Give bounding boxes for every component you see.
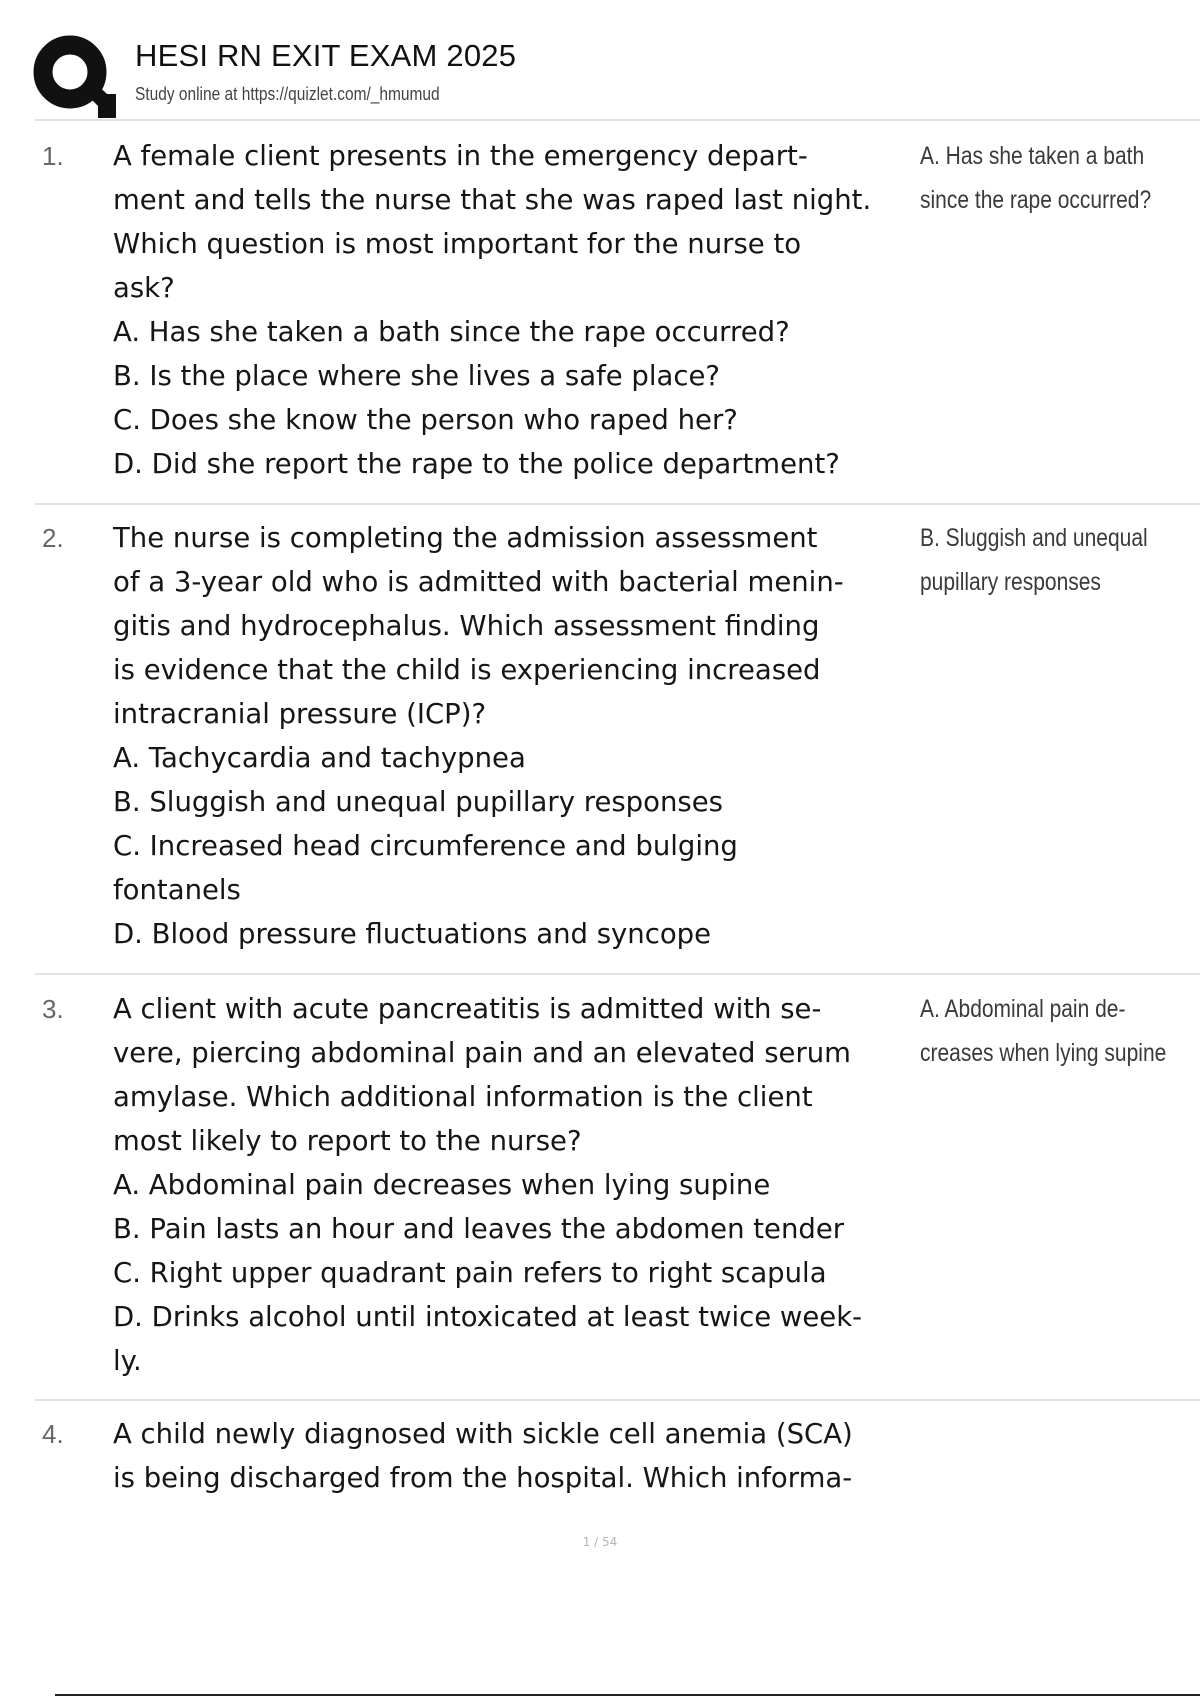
divider (35, 973, 1200, 975)
answer-option: A. Tachycardia and tachypnea (113, 742, 526, 774)
question-number: 2. (42, 523, 64, 553)
answer-line: since the rape occurred? (920, 186, 1152, 214)
question-text (113, 987, 923, 1383)
answer-option: fontanels (113, 874, 241, 906)
question-line: A client with acute pancreatitis is admitted with se- (113, 993, 822, 1025)
question-number: 1. (42, 141, 64, 171)
answer-option: A. Has she taken a bath since the rape occurred? (113, 316, 790, 348)
answer-option: A. Abdominal pain decreases when lying supine (113, 1169, 771, 1201)
answer-line: A. Has she taken a bath (920, 142, 1145, 170)
answer-option: C. Increased head circumference and bulging (113, 830, 738, 862)
question-line: most likely to report to the nurse? (113, 1125, 582, 1157)
question-line: ment and tells the nurse that she was raped last night. (113, 184, 872, 216)
question-line: amylase. Which additional information is the client (113, 1081, 813, 1113)
page-header (0, 0, 1200, 120)
question-line: is evidence that the child is experiencing increased (113, 654, 821, 686)
document-title: HESI RN EXIT EXAM 2025 (135, 38, 517, 73)
divider (35, 119, 1200, 121)
correct-answer (920, 987, 1167, 1075)
page-number: 1 / 54 (582, 1535, 618, 1549)
answer-option: B. Sluggish and unequal pupillary responses (113, 786, 723, 818)
answer-option: D. Blood pressure fluctuations and syncope (113, 918, 712, 950)
question-line: The nurse is completing the admission assessment (113, 522, 818, 554)
answer-line: pupillary responses (920, 568, 1101, 596)
answer-line: B. Sluggish and unequal (920, 524, 1148, 552)
correct-answer (920, 134, 1155, 222)
question-line: ask? (113, 272, 175, 304)
answer-option: B. Pain lasts an hour and leaves the abdomen tender (113, 1213, 845, 1245)
question-line: vere, piercing abdominal pain and an elevated serum (113, 1037, 851, 1069)
answer-option: B. Is the place where she lives a safe place? (113, 360, 720, 392)
quizlet-logo-icon (32, 34, 116, 118)
question-text (113, 516, 923, 956)
answer-option: D. Drinks alcohol until intoxicated at least twice week- (113, 1301, 863, 1333)
divider (35, 503, 1200, 505)
question-line: A female client presents in the emergency depart- (113, 140, 808, 172)
question-text (113, 134, 923, 486)
question-line: is being discharged from the hospital. Which informa- (113, 1462, 853, 1494)
answer-line: A. Abdominal pain de- (920, 995, 1126, 1023)
document-subtitle: Study online at https://quizlet.com/_hmumud (135, 84, 440, 104)
answer-option: C. Does she know the person who raped her? (113, 404, 738, 436)
bottom-rule (55, 1694, 1200, 1696)
correct-answer (920, 516, 1155, 604)
question-line: gitis and hydrocephalus. Which assessment finding (113, 610, 820, 642)
question-line: Which question is most important for the nurse to (113, 228, 802, 260)
question-number: 4. (42, 1419, 64, 1449)
answer-option: D. Did she report the rape to the police department? (113, 448, 840, 480)
answer-option: C. Right upper quadrant pain refers to right scapula (113, 1257, 827, 1289)
question-line: of a 3-year old who is admitted with bacterial menin- (113, 566, 844, 598)
question-number: 3. (42, 994, 64, 1024)
answer-line: creases when lying supine (920, 1039, 1167, 1067)
question-line: intracranial pressure (ICP)? (113, 698, 487, 730)
divider (35, 1399, 1200, 1401)
question-line: A child newly diagnosed with sickle cell anemia (SCA) (113, 1418, 853, 1450)
question-text (113, 1412, 923, 1500)
answer-option: ly. (113, 1345, 142, 1377)
